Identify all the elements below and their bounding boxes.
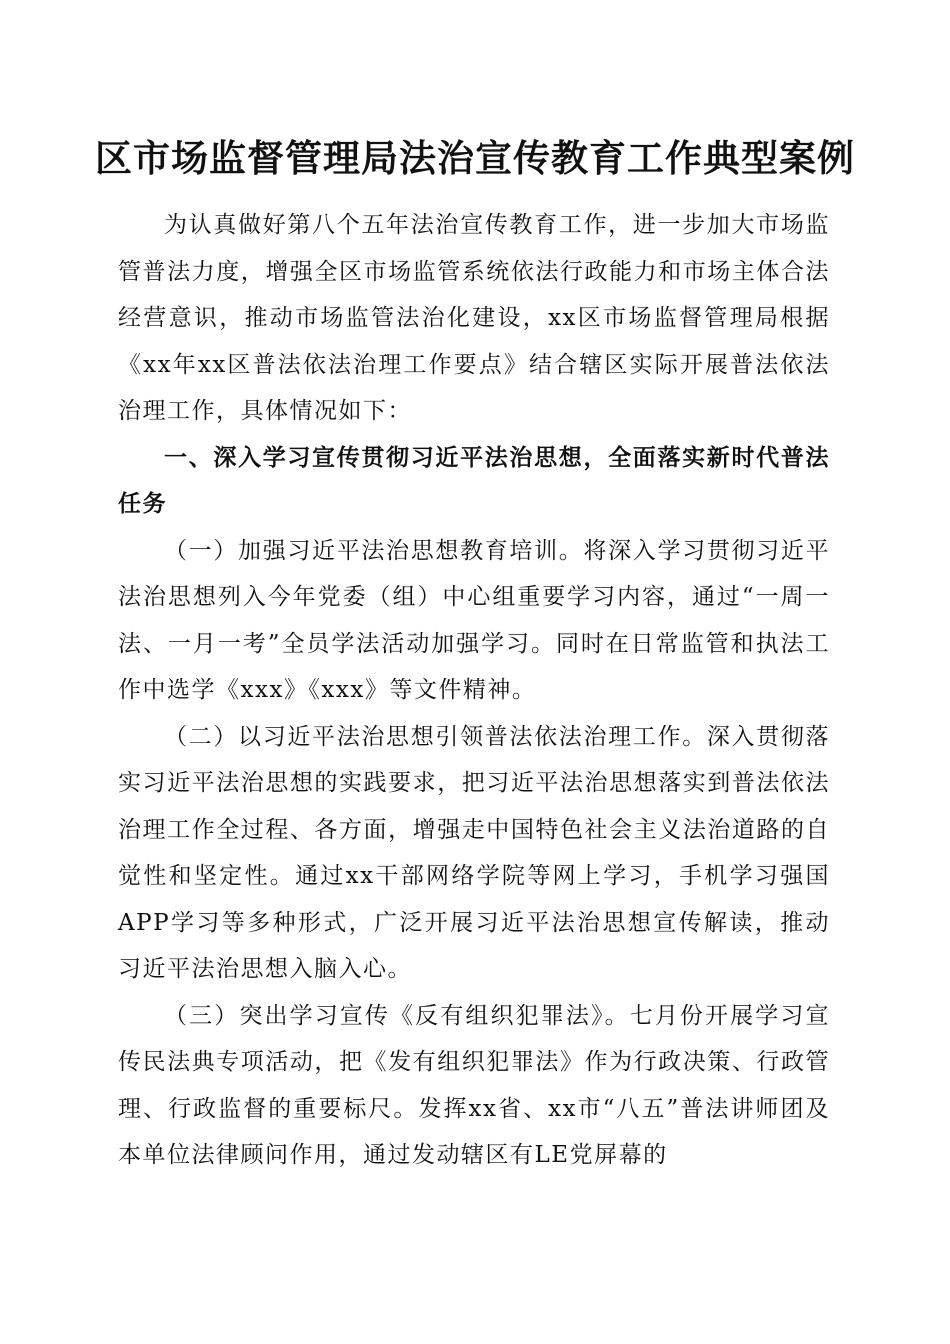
- item-text-3: 七月份开展学习宣传民法典专项活动，把《发有组织犯罪法》作为行政决策、行政管理、行政监督的重要标尺。发挥xx省、xx市“八五”普法讲师团及本单位法律顾问作用，通过发动辖区有LE党屏幕的: [118, 1002, 831, 1168]
- item-subtitle-1: （一）加强习近平法治思想教育培训。: [164, 537, 584, 564]
- document-title: 区市场监督管理局法治宣传教育工作典型案例: [95, 136, 855, 180]
- item-paragraph-1: [118, 528, 830, 714]
- item-paragraph-2: [118, 714, 830, 993]
- item-paragraph-3: [118, 993, 830, 1179]
- intro-paragraph: 为认真做好第八个五年法治宣传教育工作，进一步加大市场监管普法力度，增强全区市场监管系统依法行政能力和市场主体合法经营意识，推动市场监管法治化建设，xx区市场监督管理局根据《xx年xx区普法依法治理工作要点》结合辖区实际开展普法依法治理工作，具体情况如下：: [118, 212, 830, 424]
- item-text-1: 将深入学习贯彻习近平法治思想列入今年党委（组）中心组重要学习内容，通过“一周一法、一月一考”全员学法活动加强学习。同时在日常监管和执法工作中选学《xxx》《xxx》等文件精神。: [118, 537, 831, 703]
- document-body: [118, 202, 830, 1179]
- item-text-2: 深入贯彻落实习近平法治思想的实践要求，把习近平法治思想落实到普法依法治理工作全过程、各方面，增强走中国特色社会主义法治道路的自觉性和坚定性。通过xx干部网络学院等网上学习，手机学习强国APP学习等多种形式，广泛开展习近平法治思想宣传解读，推动习近平法治思想入脑入心。: [118, 723, 831, 982]
- item-subtitle-3: （三）突出学习宣传《反有组织犯罪法》。: [164, 1002, 630, 1029]
- item-subtitle-2: （二）以习近平法治思想引领普法依法治理工作。: [164, 723, 707, 750]
- section-heading: 一、深入学习宣传贯彻习近平法治思想，全面落实新时代普法任务: [118, 444, 830, 517]
